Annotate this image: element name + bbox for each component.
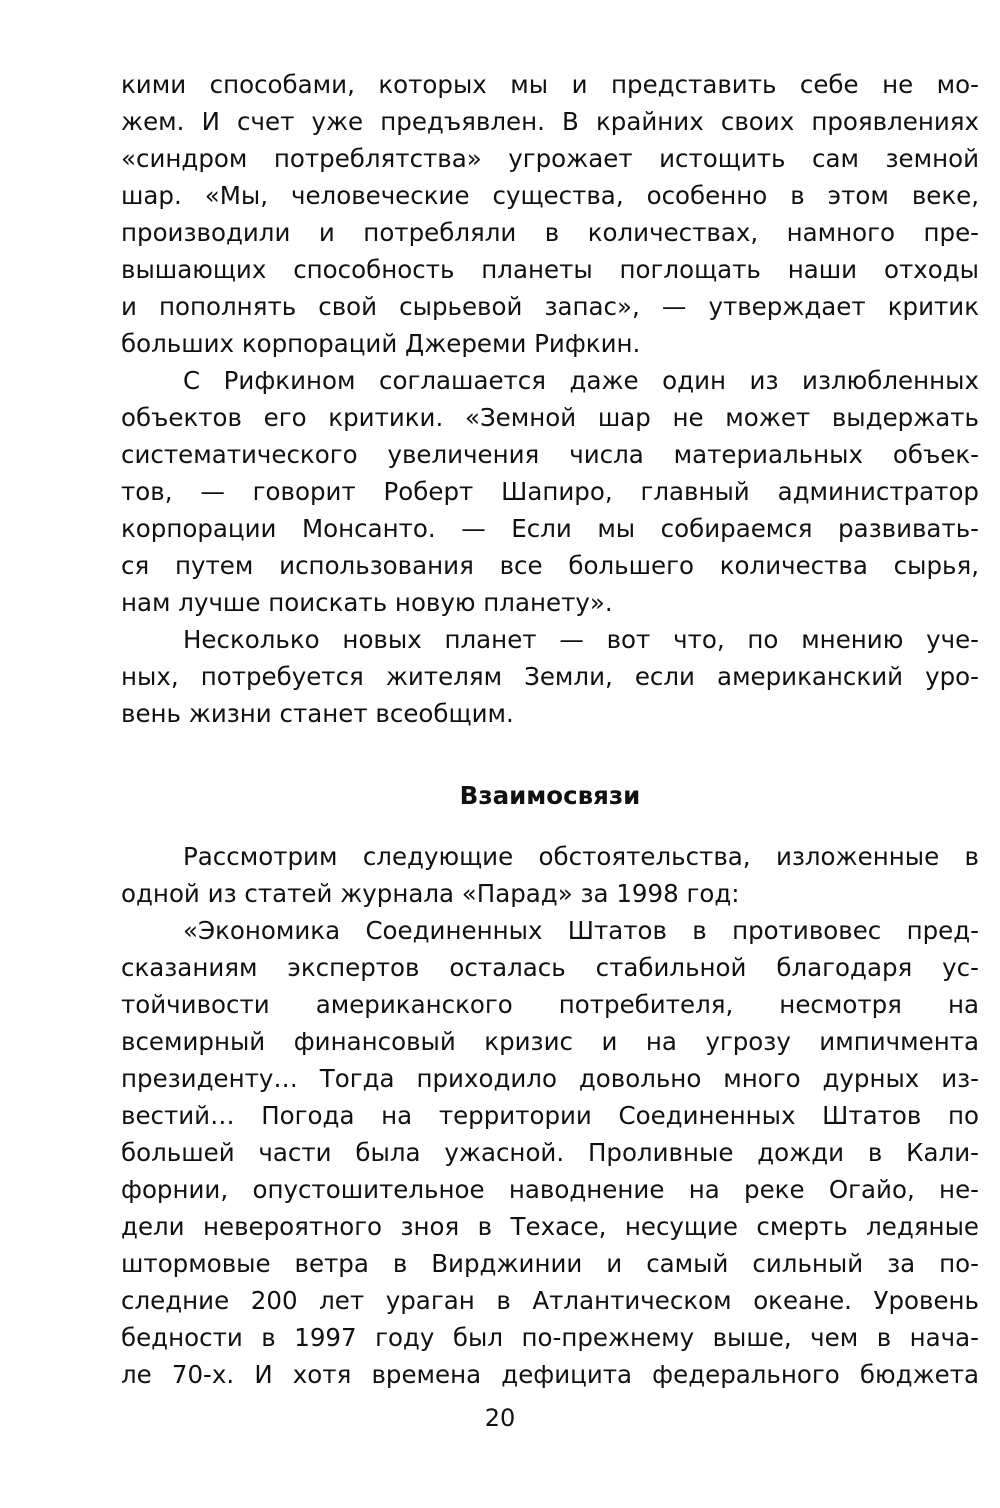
text-line: бедности в 1997 году был по-прежнему выше, чем в нача- [121,1323,979,1352]
text-line: больших корпораций Джереми Рифкин. [121,329,641,358]
text-line: тойчивости американского потребителя, несмотря на [121,990,979,1019]
text-line: ся путем использования все большего количества сырья, [121,551,979,580]
text-line: «Экономика Соединенных Штатов в противовес пред- [183,916,979,945]
text-line: объектов его критики. «Земной шар не может выдержать [121,403,979,432]
text-section-consumerism [121,66,979,732]
text-line: следние 200 лет ураган в Атлантическом океане. Уровень [121,1286,979,1315]
section-heading: Взаимосвязи [459,781,641,810]
text-line: большей части была ужасной. Проливные дожди в Кали- [121,1138,979,1167]
text-line: тов, — говорит Роберт Шапиро, главный администратор [121,477,979,506]
text-line: вень жизни станет всеобщим. [121,699,514,728]
text-line: Несколько новых планет — вот что, по мнению уче- [183,625,979,654]
text-line: систематического увеличения числа материальных объек- [121,440,979,469]
text-line: С Рифкином соглашается даже один из излюбленных [183,366,979,395]
text-line: дели невероятного зноя в Техасе, несущие смерть ледяные [121,1212,979,1241]
text-line: ле 70-х. И хотя времена дефицита федерального бюджета [121,1360,979,1389]
text-line: штормовые ветра в Вирджинии и самый сильный за по- [121,1249,979,1278]
text-line: одной из статей журнала «Парад» за 1998 год: [121,879,740,908]
text-line: производили и потребляли в количествах, намного пре- [121,218,979,247]
text-line: и пополнять свой сырьевой запас», — утверждает критик [121,292,979,321]
text-section-interconnections [121,838,979,1393]
text-line: нам лучше поискать новую планету». [121,588,613,617]
text-line: корпорации Монсанто. — Если мы собираемся развивать- [121,514,979,543]
text-line: форнии, опустошительное наводнение на реке Огайо, не- [121,1175,979,1204]
text-line: президенту… Тогда приходило довольно много дурных из- [121,1064,979,1093]
text-line: сказаниям экспертов осталась стабильной благодаря ус- [121,953,979,982]
text-line: Рассмотрим следующие обстоятельства, изложенные в [183,842,979,871]
text-line: шар. «Мы, человеческие существа, особенно в этом веке, [121,181,979,210]
text-line: всемирный финансовый кризис и на угрозу импичмента [121,1027,979,1056]
page-number: 20 [484,1404,516,1432]
text-line: жем. И счет уже предъявлен. В крайних своих проявлениях [121,107,979,136]
text-line: вестий… Погода на территории Соединенных Штатов по [121,1101,979,1130]
text-line: ных, потребуется жителям Земли, если американский уро- [121,662,979,691]
text-line: вышающих способность планеты поглощать наши отходы [121,255,979,284]
text-line: кими способами, которых мы и представить себе не мо- [121,70,979,99]
text-line: «синдром потреблятства» угрожает истощить сам земной [121,144,979,173]
